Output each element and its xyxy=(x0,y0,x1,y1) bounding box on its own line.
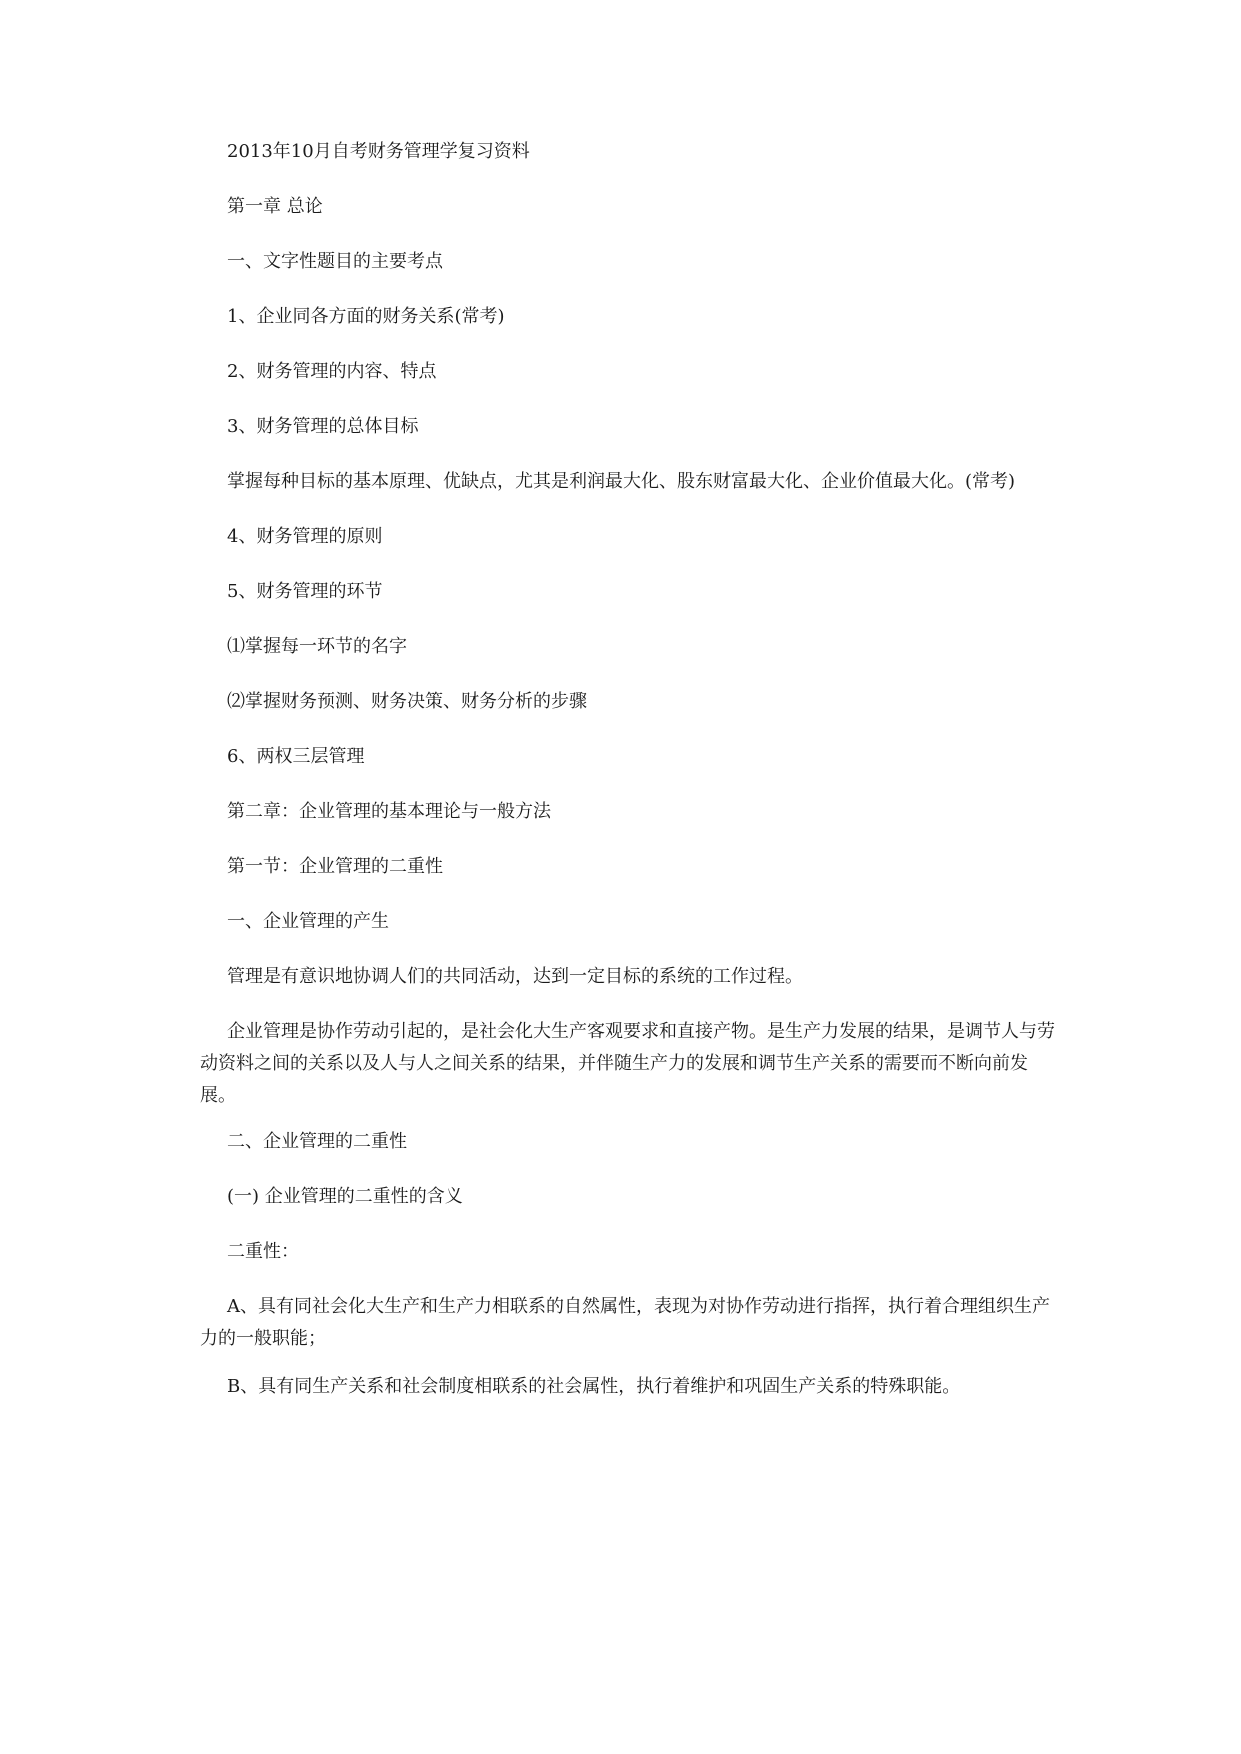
list-item: 6、两权三层管理 xyxy=(227,746,365,767)
subsection-heading: (一) 企业管理的二重性的含义 xyxy=(227,1186,463,1207)
list-item: 4、财务管理的原则 xyxy=(227,526,383,547)
list-item: 1、企业同各方面的财务关系(常考) xyxy=(227,306,505,327)
list-item: ⑴掌握每一环节的名字 xyxy=(227,636,407,657)
section-heading: 第一节：企业管理的二重性 xyxy=(227,856,443,877)
paragraph-b: B、具有同生产关系和社会制度相联系的社会属性，执行着维护和巩固生产关系的特殊职能。 xyxy=(227,1376,961,1397)
list-item: 3、财务管理的总体目标 xyxy=(227,416,419,437)
paragraph-enterprise-management: 企业管理是协作劳动引起的，是社会化大生产客观要求和直接产物。是生产力发展的结果，是调节人与劳动资料之间的关系以及人与人之间关系的结果，并伴随生产力的发展和调节生产关系的需要而不断向前发展。 xyxy=(200,1021,1055,1106)
list-item: ⑵掌握财务预测、财务决策、财务分析的步骤 xyxy=(227,691,587,712)
list-item: 5、财务管理的环节 xyxy=(227,581,383,602)
section-heading: 二、企业管理的二重性 xyxy=(227,1131,407,1152)
section-heading: 一、企业管理的产生 xyxy=(227,911,389,932)
paragraph-a: A、具有同社会化大生产和生产力相联系的自然属性，表现为对协作劳动进行指挥，执行着合理组织生产力的一般职能； xyxy=(200,1296,1050,1349)
chapter-two-heading: 第二章：企业管理的基本理论与一般方法 xyxy=(227,801,551,822)
chapter-one-heading: 第一章 总论 xyxy=(227,196,323,217)
list-item: 2、财务管理的内容、特点 xyxy=(227,361,437,382)
label: 二重性： xyxy=(227,1241,299,1262)
document-title: 2013年10月自考财务管理学复习资料 xyxy=(227,141,530,162)
paragraph: 管理是有意识地协调人们的共同活动，达到一定目标的系统的工作过程。 xyxy=(227,966,803,987)
paragraph: 掌握每种目标的基本原理、优缺点，尤其是利润最大化、股东财富最大化、企业价值最大化。(常考) xyxy=(227,471,1016,492)
section-heading: 一、文字性题目的主要考点 xyxy=(227,251,443,272)
